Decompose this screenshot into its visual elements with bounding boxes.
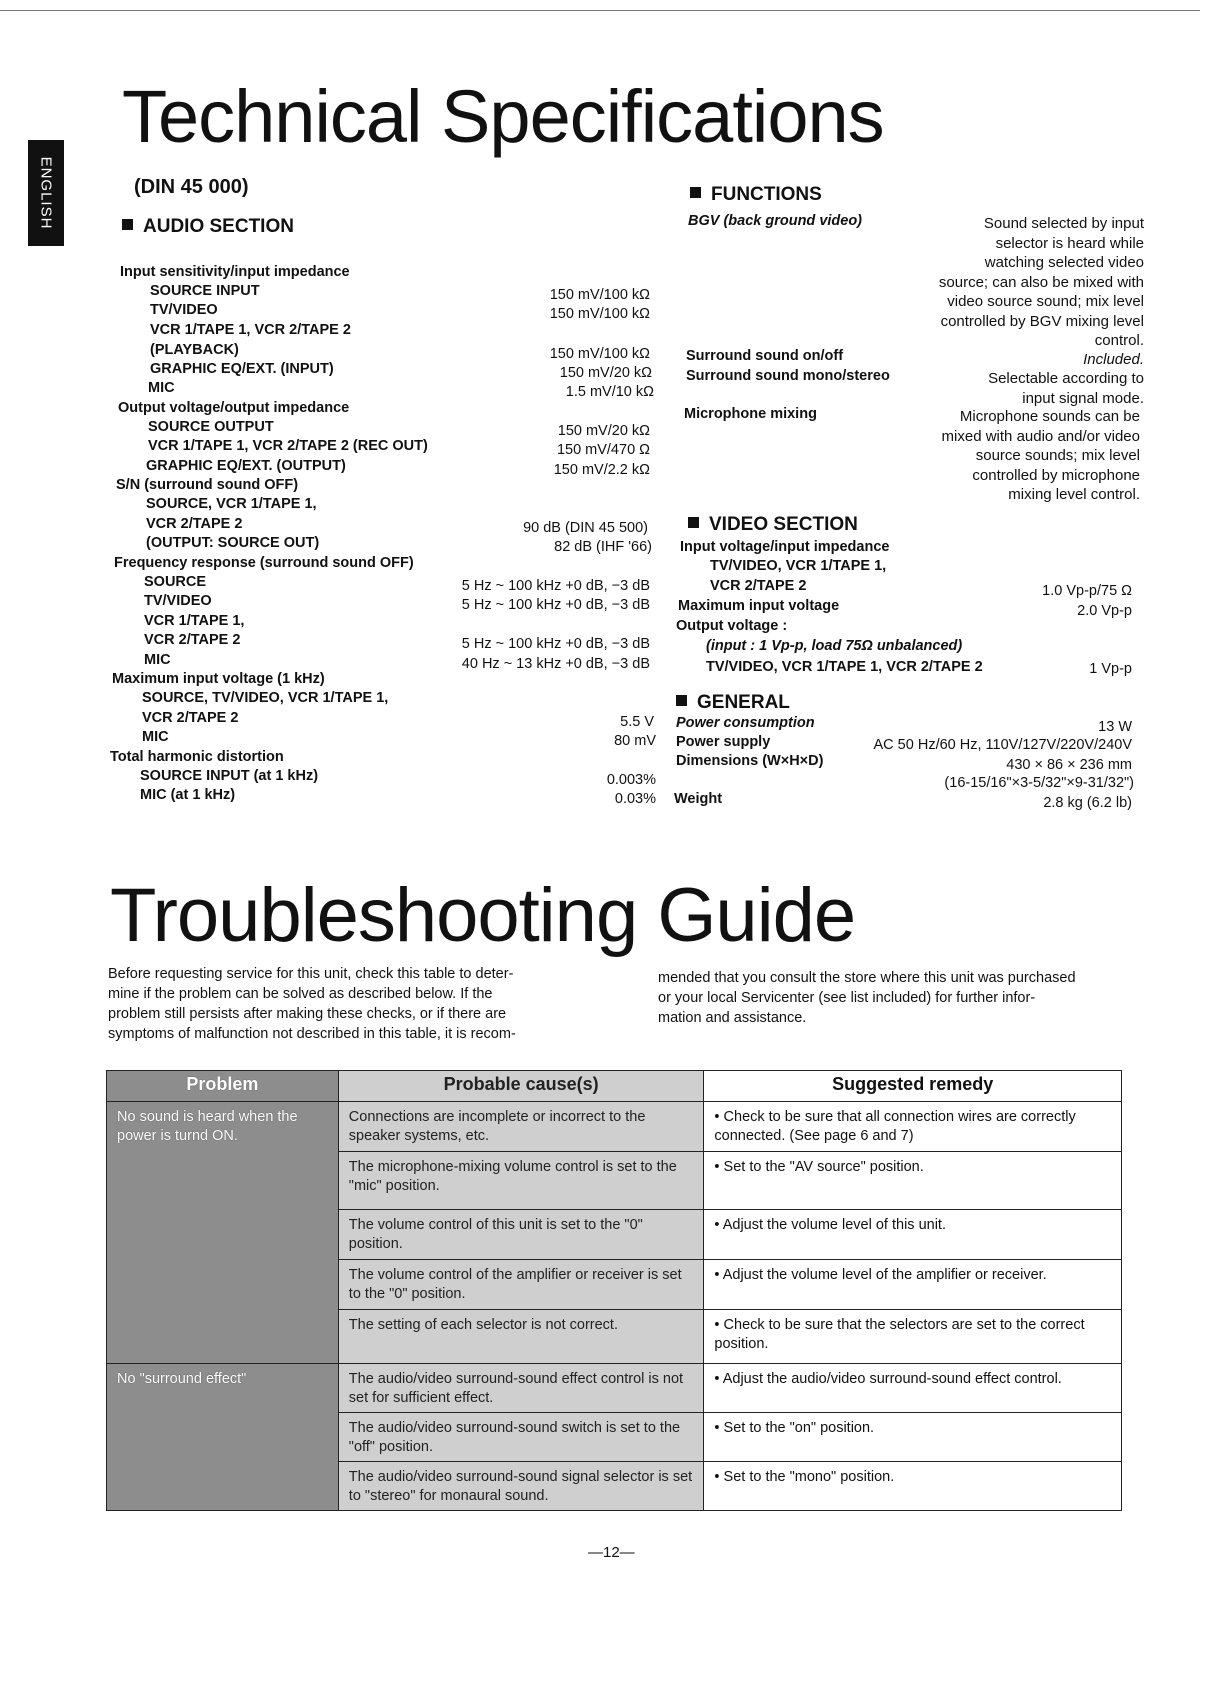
remedy-cell: • Adjust the volume level of the amplifier or receiver. xyxy=(704,1260,1122,1310)
cause-cell: Connections are incomplete or incorrect to the speaker systems, etc. xyxy=(338,1102,704,1152)
general-heading xyxy=(676,692,790,714)
audio-spec-label: VCR 1/TAPE 1, VCR 2/TAPE 2 (REC OUT) xyxy=(148,438,428,454)
remedy-cell: • Adjust the volume level of this unit. xyxy=(704,1210,1122,1260)
mono-stereo-description-line: Selectable according to xyxy=(988,370,1144,387)
audio-spec-label: S/N (surround sound OFF) xyxy=(116,477,299,493)
audio-spec-value: 1.5 mV/10 kΩ xyxy=(565,384,654,400)
video-output-label: Output voltage : xyxy=(676,618,788,634)
intro-left-column xyxy=(108,964,608,1044)
surround-value: Included. xyxy=(1083,351,1144,368)
intro-left-line: mine if the problem can be solved as described below. If the xyxy=(108,986,493,1002)
mono-stereo-description xyxy=(988,369,1144,408)
cause-cell: The audio/video surround-sound effect control is not set for sufficient effect. xyxy=(338,1364,704,1413)
mic-mixing-description-line: source sounds; mix level xyxy=(975,447,1140,464)
remedy-cell: • Set to the "on" position. xyxy=(704,1413,1122,1462)
problem-no-surround: No "surround effect" xyxy=(107,1364,339,1511)
audio-spec-label: GRAPHIC EQ/EXT. (OUTPUT) xyxy=(146,458,346,474)
dimensions-label: Dimensions (W×H×D) xyxy=(676,753,824,769)
audio-spec-label: MIC xyxy=(142,729,169,745)
audio-spec-label: Frequency response (surround sound OFF) xyxy=(114,555,414,571)
header-problem: Problem xyxy=(107,1071,339,1102)
audio-spec-value: 5.5 V xyxy=(620,714,654,730)
audio-spec-value: 5 Hz ~ 100 kHz +0 dB, −3 dB xyxy=(461,578,650,594)
video-input-label: Input voltage/input impedance xyxy=(680,539,890,555)
audio-heading xyxy=(122,216,294,238)
bgv-description-line: source; can also be mixed with xyxy=(938,273,1144,291)
video-input-sources: TV/VIDEO, VCR 1/TAPE 1, xyxy=(710,558,887,574)
power-supply-label: Power supply xyxy=(676,734,771,750)
bullet-square-icon xyxy=(688,517,699,528)
audio-spec-label: Total harmonic distortion xyxy=(110,749,284,765)
cause-cell: The audio/video surround-sound switch is set to the "off" position. xyxy=(338,1413,704,1462)
audio-spec-value: 150 mV/2.2 kΩ xyxy=(553,462,650,478)
mic-mixing-description xyxy=(942,407,1140,505)
general-heading-text: GENERAL xyxy=(697,692,790,713)
audio-spec-value: 150 mV/470 Ω xyxy=(556,442,650,458)
intro-right-line: or your local Servicenter (see list included) for further infor- xyxy=(658,990,1036,1006)
audio-heading-text: AUDIO SECTION xyxy=(143,216,294,237)
bullet-square-icon xyxy=(122,219,133,230)
mic-mixing-description-line: controlled by microphone xyxy=(972,466,1140,484)
audio-spec-value: 5 Hz ~ 100 kHz +0 dB, −3 dB xyxy=(461,636,650,652)
audio-spec-label: MIC xyxy=(144,652,171,668)
remedy-cell: • Set to the "AV source" position. xyxy=(704,1152,1122,1210)
audio-spec-label: MIC (at 1 kHz) xyxy=(140,787,236,803)
video-output-condition: (input : 1 Vp-p, load 75Ω unbalanced) xyxy=(706,638,963,654)
intro-left-line: problem still persists after making these checks, or if there are xyxy=(108,1006,507,1022)
surround-label: Surround sound on/off xyxy=(686,348,844,364)
page-number: —12— xyxy=(588,1544,635,1561)
audio-spec-label: TV/VIDEO xyxy=(144,593,212,609)
mono-stereo-label: Surround sound mono/stereo xyxy=(686,368,890,384)
audio-spec-value: 150 mV/100 kΩ xyxy=(549,346,650,362)
video-heading-text: VIDEO SECTION xyxy=(709,514,858,535)
audio-spec-label: VCR 1/TAPE 1, xyxy=(144,613,245,629)
functions-heading xyxy=(690,184,822,206)
video-heading xyxy=(688,514,858,536)
audio-spec-label: Maximum input voltage (1 kHz) xyxy=(112,671,325,687)
power-consumption-value: 13 W xyxy=(1098,719,1132,735)
audio-spec-label: (PLAYBACK) xyxy=(150,342,239,358)
audio-spec-label: SOURCE INPUT (at 1 kHz) xyxy=(140,768,319,784)
audio-spec-label: GRAPHIC EQ/EXT. (INPUT) xyxy=(150,361,334,377)
audio-spec-label: Input sensitivity/input impedance xyxy=(120,264,350,280)
intro-left-line: symptoms of malfunction not described in this table, it is recom- xyxy=(108,1026,516,1042)
video-input-vcr2: VCR 2/TAPE 2 xyxy=(710,578,807,594)
audio-spec-label: SOURCE, VCR 1/TAPE 1, xyxy=(146,496,317,512)
cause-cell: The volume control of this unit is set to the "0" position. xyxy=(338,1210,704,1260)
intro-left-line: Before requesting service for this unit, check this table to deter- xyxy=(108,966,514,982)
cause-cell: The volume control of the amplifier or receiver is set to the "0" position. xyxy=(338,1260,704,1310)
header-cause: Probable cause(s) xyxy=(338,1071,704,1102)
audio-spec-label: Output voltage/output impedance xyxy=(118,400,350,416)
bgv-description-line: control. xyxy=(1094,332,1144,349)
intro-right-line: mended that you consult the store where this unit was purchased xyxy=(658,970,1076,986)
audio-spec-value: 40 Hz ~ 13 kHz +0 dB, −3 dB xyxy=(461,656,650,672)
video-output-value: 1 Vp-p xyxy=(1089,661,1132,677)
cause-cell: The microphone-mixing volume control is set to the "mic" position. xyxy=(338,1152,704,1210)
bullet-square-icon xyxy=(690,187,701,198)
remedy-cell: • Set to the "mono" position. xyxy=(704,1462,1122,1511)
bgv-description-line: Sound selected by input xyxy=(983,215,1144,232)
power-supply-value: AC 50 Hz/60 Hz, 110V/127V/220V/240V xyxy=(873,737,1132,753)
bgv-description-line: watching selected video xyxy=(984,254,1144,271)
weight-label: Weight xyxy=(674,791,723,807)
audio-spec-label: SOURCE xyxy=(144,574,207,590)
mono-stereo-description-line: input signal mode. xyxy=(1022,389,1144,407)
video-max-input-label: Maximum input voltage xyxy=(678,598,840,614)
remedy-cell: • Check to be sure that the selectors are set to the correct position. xyxy=(704,1310,1122,1364)
audio-spec-label: MIC xyxy=(148,380,175,396)
mic-mixing-description-line: Microphone sounds can be xyxy=(959,408,1140,425)
cause-cell: The audio/video surround-sound signal selector is set to "stereo" for monaural sound. xyxy=(338,1462,704,1511)
weight-value: 2.8 kg (6.2 lb) xyxy=(1043,795,1132,811)
audio-spec-label: SOURCE OUTPUT xyxy=(148,419,274,435)
audio-spec-label: VCR 1/TAPE 1, VCR 2/TAPE 2 xyxy=(150,322,351,338)
video-max-input-value: 2.0 Vp-p xyxy=(1077,603,1132,619)
language-tab xyxy=(28,140,64,246)
spec-title: Technical Specifications xyxy=(122,75,884,158)
troubleshooting-title: Troubleshooting Guide xyxy=(110,873,856,958)
audio-spec-value: 150 mV/100 kΩ xyxy=(549,287,650,303)
bullet-square-icon xyxy=(676,695,687,706)
power-consumption-label: Power consumption xyxy=(676,715,815,731)
mic-mixing-description-line: mixing level control. xyxy=(1008,486,1140,503)
table-row xyxy=(107,1364,1122,1413)
bgv-label: BGV (back ground video) xyxy=(688,213,863,229)
audio-spec-label: SOURCE INPUT xyxy=(150,283,260,299)
audio-spec-value: 82 dB (IHF '66) xyxy=(554,539,652,555)
troubleshooting-table xyxy=(106,1070,1122,1511)
cause-cell: The setting of each selector is not correct. xyxy=(338,1310,704,1364)
audio-spec-value: 150 mV/20 kΩ xyxy=(559,365,652,381)
intro-right-line: mation and assistance. xyxy=(658,1010,807,1026)
audio-spec-label: VCR 2/TAPE 2 xyxy=(144,632,241,648)
din-label: (DIN 45 000) xyxy=(134,176,249,198)
language-tab-label: ENGLISH xyxy=(37,156,55,230)
audio-spec-label: VCR 2/TAPE 2 xyxy=(142,710,239,726)
audio-spec-value: 150 mV/20 kΩ xyxy=(557,423,650,439)
audio-spec-value: 80 mV xyxy=(614,733,656,749)
bgv-description-line: selector is heard while xyxy=(995,234,1144,252)
audio-spec-value: 150 mV/100 kΩ xyxy=(549,306,650,322)
table-header-row xyxy=(107,1071,1122,1102)
audio-spec-label: (OUTPUT: SOURCE OUT) xyxy=(146,535,320,551)
audio-spec-value: 0.03% xyxy=(614,791,656,807)
bgv-description xyxy=(939,214,1144,351)
intro-right-column xyxy=(658,968,1138,1028)
audio-spec-value: 90 dB (DIN 45 500) xyxy=(523,520,648,536)
problem-no-sound: No sound is heard when the power is turnd ON. xyxy=(107,1102,339,1364)
audio-spec-label: VCR 2/TAPE 2 xyxy=(146,516,243,532)
audio-spec-label: SOURCE, TV/VIDEO, VCR 1/TAPE 1, xyxy=(142,690,389,706)
audio-spec-value: 0.003% xyxy=(606,772,656,788)
video-output-sources: TV/VIDEO, VCR 1/TAPE 1, VCR 2/TAPE 2 xyxy=(706,659,983,675)
remedy-cell: • Adjust the audio/video surround-sound effect control. xyxy=(704,1364,1122,1413)
mic-mixing-description-line: mixed with audio and/or video xyxy=(941,427,1140,445)
dimensions-inch-value: (16-15/16"×3-5/32"×9-31/32") xyxy=(944,775,1134,791)
video-input-value: 1.0 Vp-p/75 Ω xyxy=(1042,583,1132,599)
bgv-description-line: controlled by BGV mixing level xyxy=(940,312,1144,330)
table-row xyxy=(107,1102,1122,1152)
header-remedy: Suggested remedy xyxy=(704,1071,1122,1102)
functions-heading-text: FUNCTIONS xyxy=(711,184,822,205)
dimensions-value: 430 × 86 × 236 mm xyxy=(1006,757,1132,773)
audio-spec-value: 5 Hz ~ 100 kHz +0 dB, −3 dB xyxy=(461,597,650,613)
mic-mixing-label: Microphone mixing xyxy=(684,406,817,422)
remedy-cell: • Check to be sure that all connection wires are correctly connected. (See page 6 and 7) xyxy=(704,1102,1122,1152)
bgv-description-line: video source sound; mix level xyxy=(947,293,1144,310)
top-rule xyxy=(0,10,1200,11)
audio-spec-label: TV/VIDEO xyxy=(150,302,218,318)
